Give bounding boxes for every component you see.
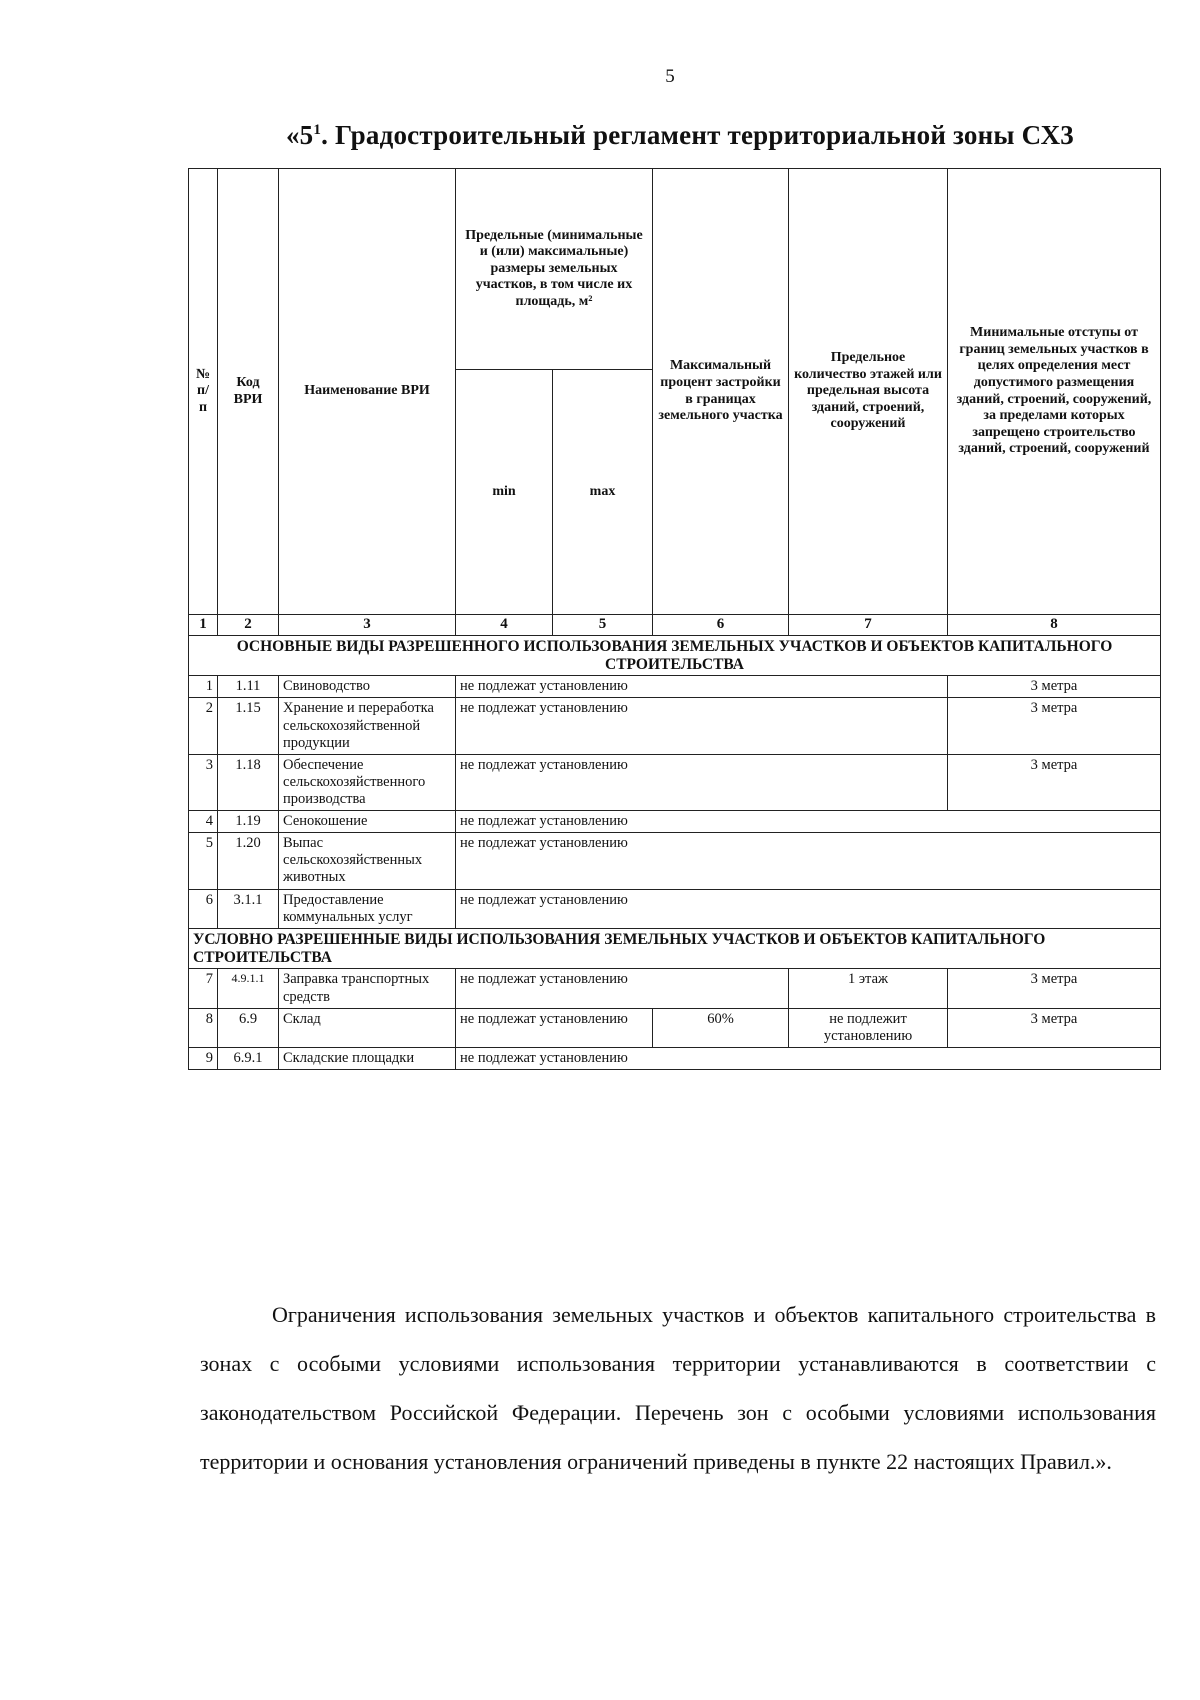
row-value: не подлежат установлению: [456, 754, 948, 810]
row-num: 7: [189, 969, 218, 1008]
row-num: 3: [189, 754, 218, 810]
footer-text: Ограничения использования земельных участков и объектов капитального строительства в зонах с особыми условиями использования территории устанавливаются в соответствии с законодательством Российской Федерации. Перечень зон с особыми условиями использования территории и основания установления ограничений приведены в пункте 22 настоящих Правил.».: [200, 1302, 1156, 1474]
row-value: не подлежат установлению: [456, 833, 1161, 889]
table-row: [189, 889, 1161, 928]
row-code: 6.9: [218, 1008, 279, 1047]
header-max-percent: Максимальный процент застройки в границах земельного участка: [653, 169, 789, 615]
row-name: Хранение и переработка сельскохозяйственной продукции: [279, 698, 456, 754]
column-number: 5: [553, 615, 653, 636]
table-row: [189, 1008, 1161, 1047]
row-code: 3.1.1: [218, 889, 279, 928]
row-value: не подлежат установлению: [456, 698, 948, 754]
footer-paragraph: [200, 1290, 1156, 1486]
row-num: 2: [189, 698, 218, 754]
row-name: Заправка транспортных средств: [279, 969, 456, 1008]
row-value: не подлежат установлению: [456, 969, 789, 1008]
section-main-row: [189, 635, 1161, 676]
row-setback: 3 метра: [948, 698, 1161, 754]
title-superscript: 1: [313, 122, 322, 138]
row-name: Складские площадки: [279, 1047, 456, 1069]
column-numbers-row: [189, 615, 1161, 636]
row-percent: 60%: [653, 1008, 789, 1047]
row-name: Обеспечение сельскохозяйственного производства: [279, 754, 456, 810]
row-num: 5: [189, 833, 218, 889]
row-code: 4.9.1.1: [218, 969, 279, 1008]
column-number: 4: [456, 615, 553, 636]
table-row: [189, 698, 1161, 754]
section-conditional-heading: УСЛОВНО РАЗРЕШЕННЫЕ ВИДЫ ИСПОЛЬЗОВАНИЯ ЗЕМЕЛЬНЫХ УЧАСТКОВ И ОБЪЕКТОВ КАПИТАЛЬНОГО СТРОИТЕЛЬСТВА: [189, 928, 1161, 969]
column-number: 3: [279, 615, 456, 636]
document-title: [230, 120, 1130, 151]
row-value: не подлежат установлению: [456, 1047, 1161, 1069]
row-num: 8: [189, 1008, 218, 1047]
header-floors: Предельное количество этажей или предельная высота зданий, строений, сооружений: [789, 169, 948, 615]
table-row: [189, 811, 1161, 833]
header-max: max: [553, 370, 653, 615]
section-main-heading: ОСНОВНЫЕ ВИДЫ РАЗРЕШЕННОГО ИСПОЛЬЗОВАНИЯ ЗЕМЕЛЬНЫХ УЧАСТКОВ И ОБЪЕКТОВ КАПИТАЛЬНОГО СТРОИТЕЛЬСТВА: [189, 635, 1161, 676]
row-value: не подлежат установлению: [456, 676, 948, 698]
row-value: не подлежат установлению: [456, 889, 1161, 928]
header-num: № п/п: [189, 169, 218, 615]
row-code: 1.18: [218, 754, 279, 810]
row-value: не подлежат установлению: [456, 811, 1161, 833]
row-name: Выпас сельскохозяйственных животных: [279, 833, 456, 889]
row-code: 1.11: [218, 676, 279, 698]
row-code: 1.15: [218, 698, 279, 754]
column-number: 8: [948, 615, 1161, 636]
regulation-table: [188, 168, 1161, 1070]
row-setback: 3 метра: [948, 676, 1161, 698]
table-row: [189, 969, 1161, 1008]
row-name: Сенокошение: [279, 811, 456, 833]
row-name: Предоставление коммунальных услуг: [279, 889, 456, 928]
header-plot-size: Предельные (минимальные и (или) максимальные) размеры земельных участков, в том числе их площадь, м²: [456, 169, 653, 370]
row-num: 9: [189, 1047, 218, 1069]
table-row: [189, 1047, 1161, 1069]
table-row: [189, 676, 1161, 698]
page-number: 5: [665, 66, 675, 87]
table-row: [189, 833, 1161, 889]
header-name: Наименование ВРИ: [279, 169, 456, 615]
column-number: 2: [218, 615, 279, 636]
row-name: Склад: [279, 1008, 456, 1047]
row-setback: 3 метра: [948, 754, 1161, 810]
row-floors: 1 этаж: [789, 969, 948, 1008]
table-row: [189, 754, 1161, 810]
header-min: min: [456, 370, 553, 615]
row-setback: 3 метра: [948, 969, 1161, 1008]
row-num: 4: [189, 811, 218, 833]
row-code: 1.20: [218, 833, 279, 889]
title-prefix: «5: [285, 120, 314, 150]
header-code: Код ВРИ: [218, 169, 279, 615]
row-name: Свиноводство: [279, 676, 456, 698]
column-number: 6: [653, 615, 789, 636]
header-setbacks: Минимальные отступы от границ земельных участков в целях определения мест допустимого размещения зданий, строений, сооружений, за пределами которых запрещено строительство зданий, строений, сооружений: [948, 169, 1161, 615]
row-num: 1: [189, 676, 218, 698]
column-number: 7: [789, 615, 948, 636]
row-setback: 3 метра: [948, 1008, 1161, 1047]
row-code: 6.9.1: [218, 1047, 279, 1069]
row-floors: не подлежит установлению: [789, 1008, 948, 1047]
row-value: не подлежат установлению: [456, 1008, 653, 1047]
row-num: 6: [189, 889, 218, 928]
title-text: . Градостроительный регламент территориальной зоны СХ3: [321, 120, 1075, 150]
column-number: 1: [189, 615, 218, 636]
section-conditional-row: [189, 928, 1161, 969]
row-code: 1.19: [218, 811, 279, 833]
